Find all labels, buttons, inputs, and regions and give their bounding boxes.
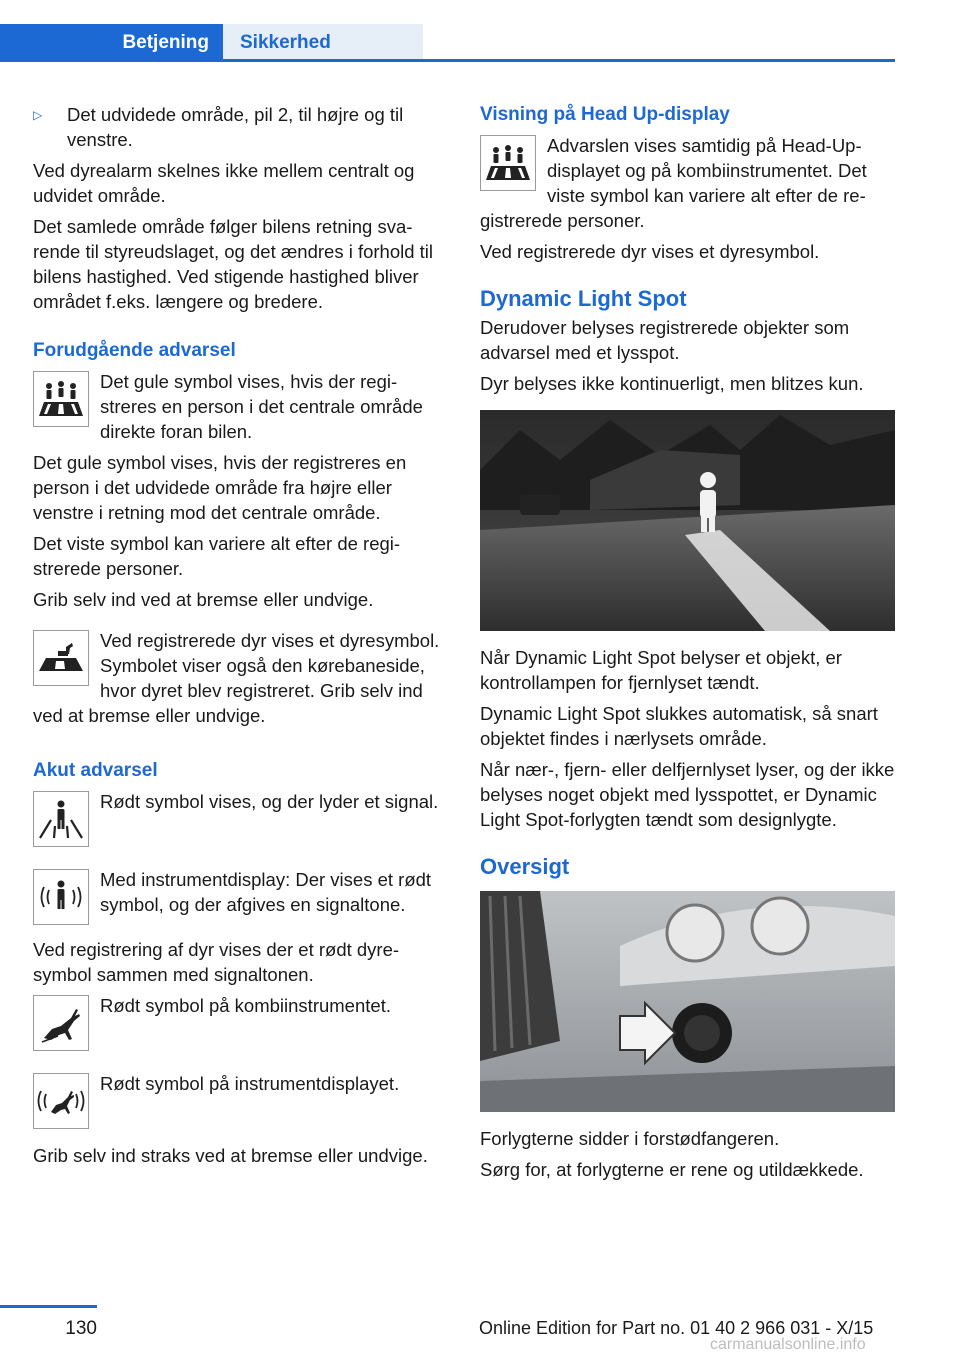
subheading-akut: Akut advarsel: [33, 760, 158, 781]
paragraph: Grib selv ind ved at bremse eller undvige.: [33, 589, 374, 610]
icon-description: Det gule symbol vises, hvis der registreres en person i det centrale område direkte foran bilen.: [100, 371, 423, 442]
tab-betjening[interactable]: Betjening: [0, 24, 223, 62]
left-column: [33, 102, 445, 1174]
animal-road-icon: [33, 630, 89, 686]
heading-oversigt: Oversigt: [480, 854, 570, 879]
icon-description: Rødt symbol på instrumentdisplayet.: [100, 1073, 400, 1094]
edition-line: Online Edition for Part no. 01 40 2 966 031 - X/15: [479, 1318, 874, 1338]
tab-sikkerhed[interactable]: Sikkerhed: [223, 24, 423, 62]
icon-description: Rødt symbol vises, og der lyder et signal.: [100, 791, 439, 812]
triangle-bullet-icon: ▷: [33, 108, 43, 122]
paragraph: Når Dynamic Light Spot belyser et objekt, er kontrollampen for fjernlyset tændt.: [480, 647, 842, 693]
watermark: carmanualsonline.info: [710, 1336, 866, 1353]
right-column: [480, 102, 895, 1188]
subheading-forudgaende: Forudgående advarsel: [33, 340, 236, 361]
paragraph: Ved registrerede dyr vises et dyresymbol.: [480, 241, 820, 262]
icon-block: [33, 789, 445, 844]
icon-description: Med instrumentdisplay: Der vises et rødt symbol, og der afgives en signaltone.: [100, 869, 432, 915]
icon-description: Advarslen vises samtidig på Head-Up-displayet og på kombiinstrumentet. Det viste symbol kan variere alt efter de registrerede personer.: [480, 135, 867, 231]
footer-rule: [0, 1305, 97, 1308]
icon-block: [33, 867, 445, 922]
page-number: 130: [65, 1318, 97, 1339]
paragraph: Når nær-, fjern- eller delfjernlyset lyser, og der ikke belyses noget objekt med lysspottet, er Dynamic Light Spot-forlygten tændt som designlygte.: [480, 759, 895, 830]
paragraph: Grib selv ind straks ved at bremse eller undvige.: [33, 1145, 428, 1166]
night-road-photo: [480, 410, 895, 631]
paragraph: Derudover belyses registrerede objekter som advarsel med et lysspot.: [480, 317, 850, 363]
paragraph: Dyr belyses ikke kontinuerligt, men blitzes kun.: [480, 373, 864, 394]
headlight-photo: [480, 891, 895, 1112]
icon-block: [33, 993, 445, 1048]
bullet-item: [33, 102, 445, 152]
paragraph: Forlygterne sidder i forstødfangeren.: [480, 1128, 780, 1149]
subheading-hud: Visning på Head Up-display: [480, 104, 730, 125]
icon-block: [33, 369, 445, 444]
pedestrian-lane-icon: [33, 791, 89, 847]
pedestrian-sound-icon: [33, 869, 89, 925]
paragraph: Ved dyrealarm skelnes ikke mellem centralt og udvidet område.: [33, 160, 415, 206]
paragraph: Det viste symbol kan variere alt efter de registrerede personer.: [33, 533, 401, 579]
paragraph: Det samlede område følger bilens retning svarende til styreudslaget, og det ændres i forhold til bilens hastighed. Ved stigende hastighed bliver området f.eks. længere og bredere.: [33, 216, 434, 312]
icon-block: [33, 628, 445, 728]
pedestrian-group-icon: [33, 371, 89, 427]
pedestrian-group-icon: [480, 135, 536, 191]
icon-block: [33, 1071, 445, 1126]
deer-sound-icon: [33, 1073, 89, 1129]
icon-block: [480, 133, 895, 233]
heading-dynamic-light-spot: Dynamic Light Spot: [480, 286, 687, 311]
bullet-text: Det udvidede område, pil 2, til højre og til venstre.: [67, 104, 404, 150]
paragraph: Det gule symbol vises, hvis der registreres en person i det udvidede område fra højre eller venstre i retning mod det centrale område.: [33, 452, 407, 523]
deer-icon: [33, 995, 89, 1051]
header-tab-bar: [0, 24, 895, 62]
icon-description: Rødt symbol på kombiinstrumentet.: [100, 995, 391, 1016]
icon-description: Ved registrerede dyr vises et dyresymbol. Symbolet viser også den kørebaneside, hvor dyret blev registreret. Grib selv ind ved at bremse eller undvige.: [33, 630, 440, 726]
paragraph: Dynamic Light Spot slukkes automatisk, så snart objektet findes i nærlysets område.: [480, 703, 878, 749]
paragraph: Sørg for, at forlygterne er rene og utildækkede.: [480, 1159, 864, 1180]
paragraph: Ved registrering af dyr vises der et rødt dyresymbol sammen med signaltonen.: [33, 939, 400, 985]
